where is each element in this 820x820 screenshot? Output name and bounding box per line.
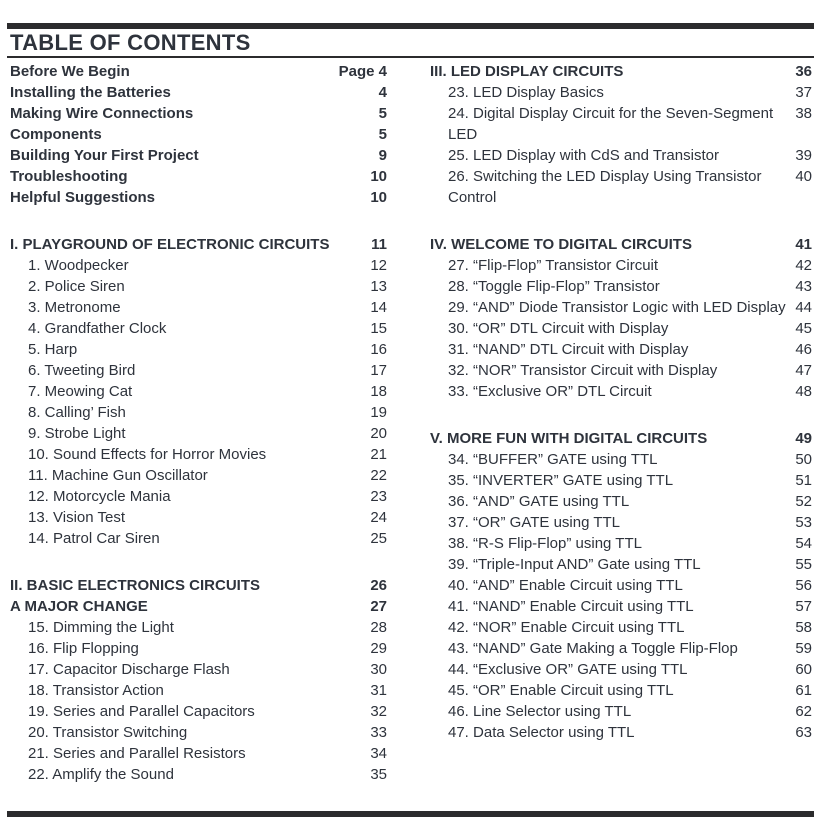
entry-label: 7. Meowing Cat <box>28 383 133 400</box>
entry-label: 35. “INVERTER” GATE using TTL <box>448 472 674 489</box>
page-number: 56 <box>795 577 812 594</box>
entry-label: 8. Calling’ Fish <box>28 404 126 421</box>
page-number: 4 <box>378 84 387 101</box>
page-number: 61 <box>795 682 812 699</box>
entry-label: III. LED DISPLAY CIRCUITS <box>430 63 624 80</box>
entry-label: 37. “OR” GATE using TTL <box>448 514 620 531</box>
toc-entry <box>430 722 812 743</box>
page-number: 34 <box>370 745 387 762</box>
page-number: 16 <box>370 341 387 358</box>
toc-entry <box>10 103 387 124</box>
entry-label: 33. “Exclusive OR” DTL Circuit <box>448 383 652 400</box>
toc-block <box>430 234 812 402</box>
entry-label: 27. “Flip-Flop” Transistor Circuit <box>448 257 659 274</box>
page-number: 33 <box>370 724 387 741</box>
entry-label: 18. Transistor Action <box>28 682 164 699</box>
page-number: 43 <box>795 278 812 295</box>
toc-entry <box>10 617 387 638</box>
page-number: 57 <box>795 598 812 615</box>
page-number: 20 <box>370 425 387 442</box>
entry-label: 41. “NAND” Enable Circuit using TTL <box>448 598 694 615</box>
entry-label: 2. Police Siren <box>28 278 125 295</box>
entry-label: 28. “Toggle Flip-Flop” Transistor <box>448 278 660 295</box>
entry-label: 47. Data Selector using TTL <box>448 724 635 741</box>
entry-label: 4. Grandfather Clock <box>28 320 167 337</box>
page-number: 29 <box>370 640 387 657</box>
entry-label: 9. Strobe Light <box>28 425 126 442</box>
toc-entry <box>430 276 812 297</box>
entry-label: 34. “BUFFER” GATE using TTL <box>448 451 658 468</box>
toc-entry <box>10 145 387 166</box>
toc-entry <box>430 318 812 339</box>
toc-entry <box>10 638 387 659</box>
section-heading <box>10 575 387 596</box>
toc-entry <box>430 512 812 533</box>
entry-label: Troubleshooting <box>10 168 128 185</box>
column-spacer <box>387 61 430 785</box>
page-number: 46 <box>795 341 812 358</box>
entry-label: Helpful Suggestions <box>10 189 156 206</box>
toc-block <box>430 428 812 743</box>
section-heading <box>10 234 387 255</box>
toc-columns <box>10 61 812 785</box>
page-number: 27 <box>370 598 387 615</box>
toc-entry <box>10 166 387 187</box>
toc-entry <box>430 297 812 318</box>
page-number: 15 <box>370 320 387 337</box>
toc-entry <box>10 743 387 764</box>
toc-block <box>430 61 812 208</box>
entry-label: 17. Capacitor Discharge Flash <box>28 661 230 678</box>
page-number: 9 <box>378 147 387 164</box>
entry-label: 44. “Exclusive OR” GATE using TTL <box>448 661 688 678</box>
entry-label: 31. “NAND” DTL Circuit with Display <box>448 341 689 358</box>
entry-label: 12. Motorcycle Mania <box>28 488 171 505</box>
entry-label: 36. “AND” GATE using TTL <box>448 493 630 510</box>
toc-entry <box>10 297 387 318</box>
entry-label: 38. “R-S Flip-Flop” using TTL <box>448 535 642 552</box>
toc-entry <box>430 638 812 659</box>
page-number: 51 <box>795 472 812 489</box>
page-number: 14 <box>370 299 387 316</box>
toc-entry <box>10 381 387 402</box>
toc-entry <box>10 486 387 507</box>
page-number: 17 <box>370 362 387 379</box>
entry-label: 46. Line Selector using TTL <box>448 703 632 720</box>
toc-entry <box>10 764 387 785</box>
title-underline <box>7 56 814 58</box>
toc-entry <box>430 596 812 617</box>
page-number: 13 <box>370 278 387 295</box>
toc-entry <box>430 145 812 166</box>
entry-label: 22. Amplify the Sound <box>28 766 174 783</box>
page-number: 49 <box>795 430 812 447</box>
entry-label: 19. Series and Parallel Capacitors <box>28 703 255 720</box>
entry-label: 26. Switching the LED Display Using Transistor Control <box>448 168 762 206</box>
toc-entry <box>430 449 812 470</box>
page-number: 5 <box>378 126 387 143</box>
entry-label: 13. Vision Test <box>28 509 126 526</box>
page-number: 38 <box>795 105 812 122</box>
page-number: 40 <box>795 168 812 185</box>
toc-entry <box>10 528 387 549</box>
toc-entry <box>430 470 812 491</box>
page-number: 52 <box>795 493 812 510</box>
page-number: 19 <box>370 404 387 421</box>
entry-label: 11. Machine Gun Oscillator <box>28 467 208 484</box>
page-number: 48 <box>795 383 812 400</box>
toc-entry <box>10 61 387 82</box>
toc-entry <box>10 339 387 360</box>
entry-label: 15. Dimming the Light <box>28 619 174 636</box>
entry-label: 3. Metronome <box>28 299 121 316</box>
entry-label: Making Wire Connections <box>10 105 194 122</box>
toc-entry <box>430 491 812 512</box>
page-number: 42 <box>795 257 812 274</box>
page-number: 41 <box>795 236 812 253</box>
entry-label: II. BASIC ELECTRONICS CIRCUITS <box>10 577 261 594</box>
toc-entry <box>430 533 812 554</box>
page-number: Page 4 <box>338 63 387 80</box>
toc-entry <box>10 187 387 208</box>
page-number: 30 <box>370 661 387 678</box>
entry-label: 16. Flip Flopping <box>28 640 139 657</box>
page-number: 58 <box>795 619 812 636</box>
toc-entry <box>430 82 812 103</box>
page-number: 39 <box>795 147 812 164</box>
page-number: 22 <box>370 467 387 484</box>
entry-label: Components <box>10 126 102 143</box>
page-number: 60 <box>795 661 812 678</box>
toc-entry <box>430 103 812 145</box>
entry-label: Installing the Batteries <box>10 84 171 101</box>
page-number: 26 <box>370 577 387 594</box>
page-number: 12 <box>370 257 387 274</box>
toc-entry <box>430 554 812 575</box>
page-number: 35 <box>370 766 387 783</box>
entry-label: 14. Patrol Car Siren <box>28 530 160 547</box>
toc-entry <box>430 255 812 276</box>
toc-column-right <box>430 61 812 785</box>
page-number: 59 <box>795 640 812 657</box>
toc-entry <box>430 659 812 680</box>
toc-entry <box>10 507 387 528</box>
entry-label: V. MORE FUN WITH DIGITAL CIRCUITS <box>430 430 708 447</box>
section-heading <box>430 61 812 82</box>
entry-label: Building Your First Project <box>10 147 199 164</box>
entry-label: 6. Tweeting Bird <box>28 362 136 379</box>
page-number: 31 <box>370 682 387 699</box>
page-number: 28 <box>370 619 387 636</box>
page-number: 32 <box>370 703 387 720</box>
entry-label: 21. Series and Parallel Resistors <box>28 745 246 762</box>
entry-label: 24. Digital Display Circuit for the Seven-Segment LED <box>448 105 774 143</box>
page-number: 63 <box>795 724 812 741</box>
toc-entry <box>430 701 812 722</box>
toc-entry <box>10 680 387 701</box>
page-number: 10 <box>370 168 387 185</box>
entry-label: 25. LED Display with CdS and Transistor <box>448 147 719 164</box>
section-heading <box>10 596 387 617</box>
entry-label: I. PLAYGROUND OF ELECTRONIC CIRCUITS <box>10 236 330 253</box>
bottom-rule <box>7 811 814 817</box>
page-number: 55 <box>795 556 812 573</box>
entry-label: 10. Sound Effects for Horror Movies <box>28 446 267 463</box>
toc-entry <box>10 701 387 722</box>
entry-label: A MAJOR CHANGE <box>10 598 148 615</box>
top-rule <box>7 23 814 29</box>
entry-label: 42. “NOR” Enable Circuit using TTL <box>448 619 685 636</box>
page-number: 18 <box>370 383 387 400</box>
entry-label: 39. “Triple-Input AND” Gate using TTL <box>448 556 701 573</box>
entry-label: 1. Woodpecker <box>28 257 129 274</box>
toc-entry <box>10 276 387 297</box>
page-number: 21 <box>370 446 387 463</box>
page-number: 25 <box>370 530 387 547</box>
entry-label: IV. WELCOME TO DIGITAL CIRCUITS <box>430 236 692 253</box>
page-number: 44 <box>795 299 812 316</box>
entry-label: 40. “AND” Enable Circuit using TTL <box>448 577 683 594</box>
toc-entry <box>430 680 812 701</box>
toc-entry <box>10 124 387 145</box>
page-number: 36 <box>795 63 812 80</box>
page-number: 62 <box>795 703 812 720</box>
page-number: 50 <box>795 451 812 468</box>
page-number: 24 <box>370 509 387 526</box>
toc-entry <box>10 82 387 103</box>
page-number: 54 <box>795 535 812 552</box>
toc-entry <box>430 381 812 402</box>
entry-label: 5. Harp <box>28 341 78 358</box>
toc-column-left <box>10 61 387 785</box>
page-number: 47 <box>795 362 812 379</box>
page-number: 11 <box>371 236 387 253</box>
page-number: 45 <box>795 320 812 337</box>
toc-entry <box>10 255 387 276</box>
toc-entry <box>430 166 812 208</box>
toc-block <box>10 575 387 785</box>
toc-entry <box>430 617 812 638</box>
page-number: 5 <box>378 105 387 122</box>
page-number: 10 <box>370 189 387 206</box>
toc-entry <box>10 402 387 423</box>
entry-label: 23. LED Display Basics <box>448 84 604 101</box>
toc-entry <box>430 339 812 360</box>
entry-label: Before We Begin <box>10 63 130 80</box>
toc-entry <box>10 465 387 486</box>
section-heading <box>430 428 812 449</box>
page-number: 37 <box>795 84 812 101</box>
page-number: 23 <box>370 488 387 505</box>
entry-label: 29. “AND” Diode Transistor Logic with LED Display <box>448 299 786 316</box>
page-title: TABLE OF CONTENTS <box>10 30 251 55</box>
toc-block <box>10 234 387 549</box>
entry-label: 30. “OR” DTL Circuit with Display <box>448 320 669 337</box>
page-number: 53 <box>795 514 812 531</box>
toc-block <box>10 61 387 208</box>
entry-label: 32. “NOR” Transistor Circuit with Display <box>448 362 718 379</box>
toc-entry <box>10 444 387 465</box>
toc-entry <box>10 318 387 339</box>
toc-entry <box>10 659 387 680</box>
entry-label: 43. “NAND” Gate Making a Toggle Flip-Flop <box>448 640 738 657</box>
toc-entry <box>10 360 387 381</box>
toc-entry <box>430 360 812 381</box>
entry-label: 45. “OR” Enable Circuit using TTL <box>448 682 674 699</box>
toc-entry <box>10 423 387 444</box>
entry-label: 20. Transistor Switching <box>28 724 188 741</box>
section-heading <box>430 234 812 255</box>
toc-entry <box>10 722 387 743</box>
toc-entry <box>430 575 812 596</box>
